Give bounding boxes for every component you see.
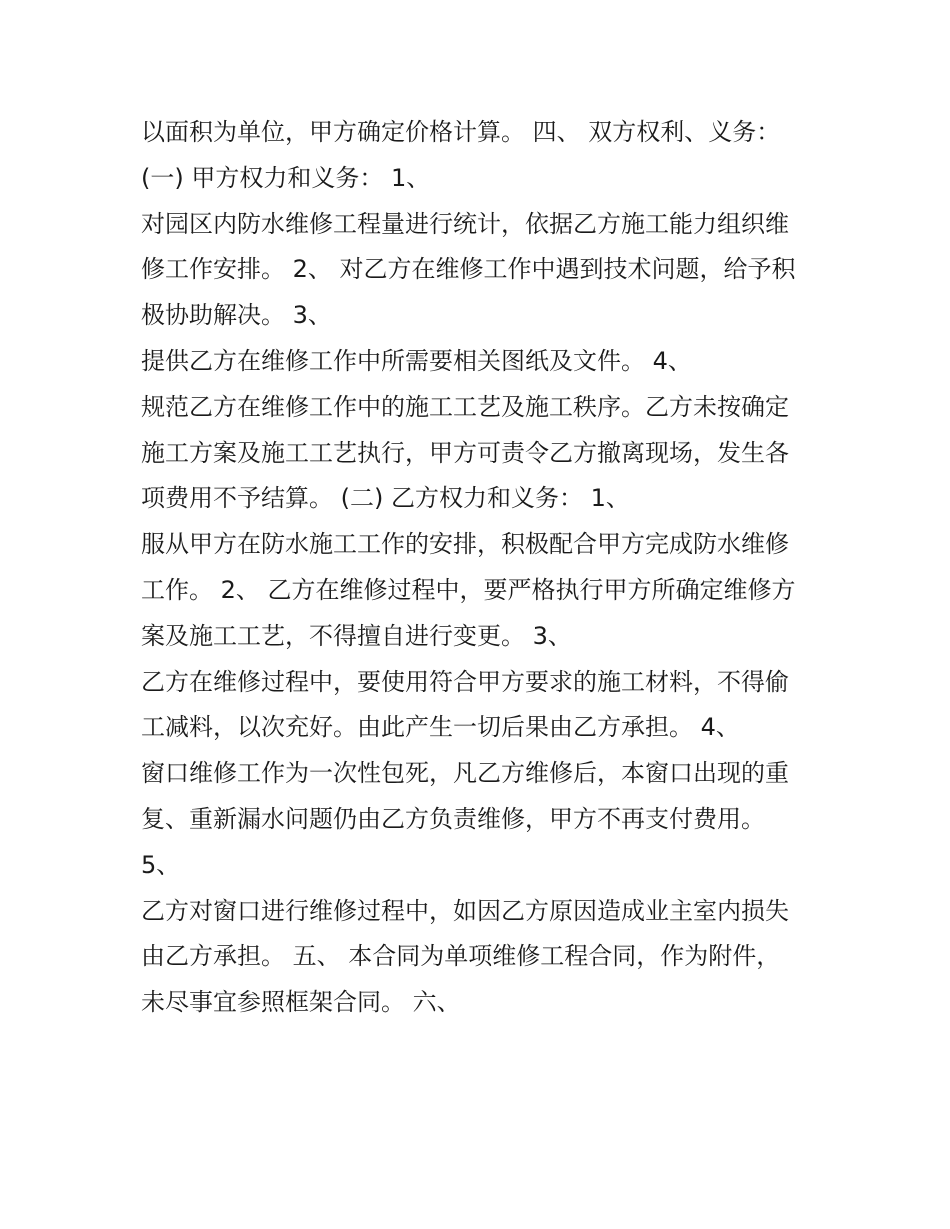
text-line: (一) 甲方权力和义务： 1、 [141,163,431,192]
text-line: 工作。 2、 乙方在维修过程中，要严格执行甲方所确定维修方 [141,575,796,604]
text-line: 窗口维修工作为一次性包死，凡乙方维修后，本窗口出现的重 [141,759,789,788]
text-line: 以面积为单位，甲方确定价格计算。 四、 双方权利、义务： [141,118,781,146]
text-line: 复、重新漏水问题仍由乙方负责维修，甲方不再支付费用。 [141,804,765,833]
text-line: 对园区内防水维修工程量进行统计，依据乙方施工能力组织维 [141,209,789,238]
contract-text-body [141,110,841,1026]
text-line: 未尽事宜参照框架合同。 六、 [141,988,461,1017]
text-line: 项费用不予结算。 (二) 乙方权力和义务： 1、 [141,484,630,513]
text-line: 乙方在维修过程中，要使用符合甲方要求的施工材料，不得偷 [141,667,789,696]
text-line: 5、 [141,850,181,879]
text-line: 施工方案及施工工艺执行，甲方可责令乙方撤离现场，发生各 [141,438,789,467]
text-line: 规范乙方在维修工作中的施工工艺及施工秩序。乙方未按确定 [141,392,789,421]
text-line: 修工作安排。 2、 对乙方在维修工作中遇到技术问题，给予积 [141,255,796,284]
text-line: 极协助解决。 3、 [141,301,332,330]
text-line: 服从甲方在防水施工工作的安排，积极配合甲方完成防水维修 [141,530,789,559]
text-line: 由乙方承担。 五、 本合同为单项维修工程合同，作为附件， [141,942,781,971]
text-line: 工减料，以次充好。由此产生一切后果由乙方承担。 4、 [141,713,740,742]
text-line: 乙方对窗口进行维修过程中，如因乙方原因造成业主室内损失 [141,896,789,925]
text-line: 案及施工工艺，不得擅自进行变更。 3、 [141,621,572,650]
text-line: 提供乙方在维修工作中所需要相关图纸及文件。 4、 [141,346,692,375]
